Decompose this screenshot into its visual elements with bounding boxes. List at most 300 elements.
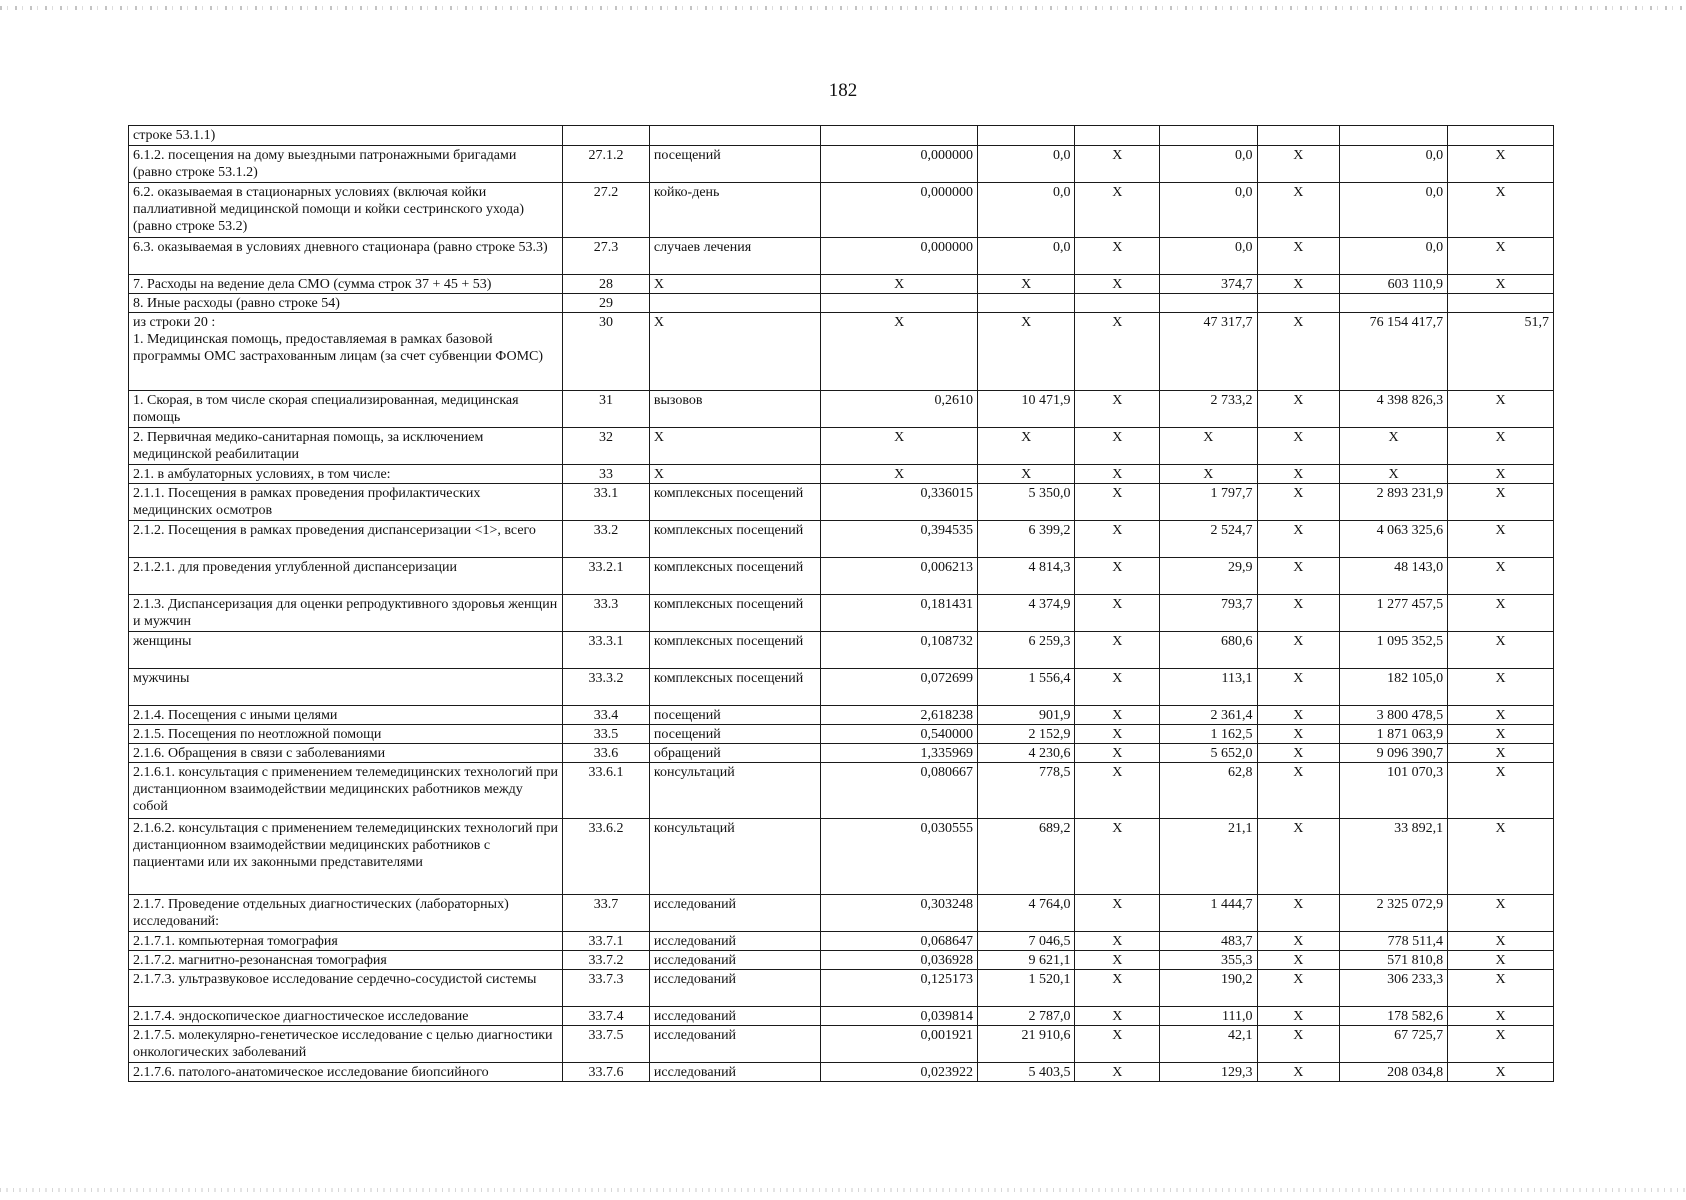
row-unit: комплексных посещений [649,484,821,521]
row-col8: X [1257,763,1340,819]
row-norm [821,294,978,313]
row-col8 [1257,294,1340,313]
row-share: X [1448,484,1554,521]
row-per-capita: 0,0 [1160,183,1257,238]
row-col6: X [1075,763,1160,819]
row-name: 2.1.5. Посещения по неотложной помощи [129,725,563,744]
row-code: 33.7.1 [563,932,650,951]
row-share: X [1448,391,1554,428]
row-col6: X [1075,391,1160,428]
row-code: 33.1 [563,484,650,521]
row-norm: 0,540000 [821,725,978,744]
row-col6: X [1075,970,1160,1007]
row-per-capita: 5 652,0 [1160,744,1257,763]
row-cost: 1 520,1 [978,970,1075,1007]
table-row [129,146,1554,183]
row-share: 51,7 [1448,313,1554,391]
row-share: X [1448,146,1554,183]
table-row [129,558,1554,595]
row-share: X [1448,932,1554,951]
row-cost: X [978,428,1075,465]
table-row [129,484,1554,521]
row-total: 778 511,4 [1340,932,1448,951]
row-norm: 0,023922 [821,1063,978,1082]
row-unit: комплексных посещений [649,558,821,595]
row-share: X [1448,744,1554,763]
row-cost: X [978,275,1075,294]
row-name: строке 53.1.1) [129,126,563,146]
row-col6: X [1075,1026,1160,1063]
row-unit: обращений [649,744,821,763]
row-share: X [1448,595,1554,632]
row-col8: X [1257,146,1340,183]
row-cost: 4 374,9 [978,595,1075,632]
row-name: 8. Иные расходы (равно строке 54) [129,294,563,313]
row-unit: койко-день [649,183,821,238]
table-row [129,1063,1554,1082]
table-row [129,313,1554,391]
row-col6: X [1075,313,1160,391]
row-cost: 4 230,6 [978,744,1075,763]
row-total: 3 800 478,5 [1340,706,1448,725]
row-code: 27.1.2 [563,146,650,183]
row-code: 33.6.2 [563,819,650,895]
row-unit: консультаций [649,819,821,895]
row-per-capita: 47 317,7 [1160,313,1257,391]
row-total: 1 871 063,9 [1340,725,1448,744]
row-share: X [1448,632,1554,669]
table-row [129,669,1554,706]
row-cost: 21 910,6 [978,1026,1075,1063]
row-unit: комплексных посещений [649,632,821,669]
table-row [129,951,1554,970]
row-code: 33.6.1 [563,763,650,819]
row-cost: 778,5 [978,763,1075,819]
row-per-capita: 190,2 [1160,970,1257,1007]
row-share: X [1448,183,1554,238]
row-unit: посещений [649,725,821,744]
row-per-capita [1160,294,1257,313]
row-col8: X [1257,484,1340,521]
row-col6: X [1075,819,1160,895]
data-table [128,125,1554,1082]
table-row [129,521,1554,558]
row-cost: 6 259,3 [978,632,1075,669]
row-col6: X [1075,238,1160,275]
table-row [129,294,1554,313]
row-cost: 9 621,1 [978,951,1075,970]
row-per-capita: 680,6 [1160,632,1257,669]
row-unit: исследований [649,951,821,970]
row-name: 7. Расходы на ведение дела СМО (сумма строк 37 + 45 + 53) [129,275,563,294]
row-per-capita: 0,0 [1160,238,1257,275]
row-col6: X [1075,146,1160,183]
row-col8: X [1257,895,1340,932]
row-unit [649,126,821,146]
row-col8: X [1257,1026,1340,1063]
row-norm: 0,000000 [821,146,978,183]
row-per-capita: X [1160,428,1257,465]
table-row [129,744,1554,763]
row-total: 0,0 [1340,146,1448,183]
table-row [129,932,1554,951]
row-per-capita [1160,126,1257,146]
row-share: X [1448,1063,1554,1082]
row-per-capita: 374,7 [1160,275,1257,294]
row-share: X [1448,275,1554,294]
row-norm: X [821,313,978,391]
table-row [129,895,1554,932]
row-col8: X [1257,819,1340,895]
row-total: 2 325 072,9 [1340,895,1448,932]
row-share: X [1448,763,1554,819]
row-cost: 6 399,2 [978,521,1075,558]
row-name: 2.1. в амбулаторных условиях, в том числе: [129,465,563,484]
row-per-capita: 111,0 [1160,1007,1257,1026]
row-share: X [1448,725,1554,744]
row-share [1448,294,1554,313]
row-total: 603 110,9 [1340,275,1448,294]
row-col8: X [1257,951,1340,970]
row-col8: X [1257,725,1340,744]
row-cost: 2 787,0 [978,1007,1075,1026]
row-share: X [1448,895,1554,932]
row-name: из строки 20 : 1. Медицинская помощь, предоставляемая в рамках базовой программы ОМС застрахованным лицам (за счет субвенции ФОМС) [129,313,563,391]
row-code: 33.7.2 [563,951,650,970]
row-col8: X [1257,632,1340,669]
row-col8: X [1257,238,1340,275]
table-row [129,275,1554,294]
row-cost: X [978,313,1075,391]
row-share: X [1448,465,1554,484]
row-total: 0,0 [1340,238,1448,275]
row-col6: X [1075,725,1160,744]
row-code: 31 [563,391,650,428]
row-norm [821,126,978,146]
row-norm: X [821,275,978,294]
row-per-capita: 21,1 [1160,819,1257,895]
row-col8: X [1257,1063,1340,1082]
row-per-capita: 793,7 [1160,595,1257,632]
row-code: 33.7.3 [563,970,650,1007]
row-total: 101 070,3 [1340,763,1448,819]
row-norm: 0,030555 [821,819,978,895]
row-code: 33.6 [563,744,650,763]
row-unit: исследований [649,895,821,932]
row-code: 33.7 [563,895,650,932]
row-per-capita: 113,1 [1160,669,1257,706]
row-cost: 5 350,0 [978,484,1075,521]
row-col8: X [1257,183,1340,238]
row-col6: X [1075,951,1160,970]
row-total [1340,294,1448,313]
row-share: X [1448,1026,1554,1063]
row-per-capita: 2 361,4 [1160,706,1257,725]
row-col8: X [1257,932,1340,951]
row-cost [978,294,1075,313]
row-unit: исследований [649,970,821,1007]
row-total: 1 277 457,5 [1340,595,1448,632]
row-norm: 0,000000 [821,238,978,275]
row-total: 178 582,6 [1340,1007,1448,1026]
row-total [1340,126,1448,146]
row-code: 33.7.4 [563,1007,650,1026]
row-total: 33 892,1 [1340,819,1448,895]
row-name: 2.1.1. Посещения в рамках проведения профилактических медицинских осмотров [129,484,563,521]
row-code: 33.5 [563,725,650,744]
row-per-capita: 29,9 [1160,558,1257,595]
row-name: 2.1.6. Обращения в связи с заболеваниями [129,744,563,763]
row-norm: 0,001921 [821,1026,978,1063]
row-norm: 0,036928 [821,951,978,970]
row-name: 6.1.2. посещения на дому выездными патронажными бригадами (равно строке 53.1.2) [129,146,563,183]
row-col6 [1075,294,1160,313]
row-col8: X [1257,970,1340,1007]
row-code: 27.2 [563,183,650,238]
table-row [129,632,1554,669]
row-unit: комплексных посещений [649,521,821,558]
row-total: 571 810,8 [1340,951,1448,970]
row-col6: X [1075,706,1160,725]
row-norm: 0,336015 [821,484,978,521]
row-code: 33.7.6 [563,1063,650,1082]
row-col8: X [1257,428,1340,465]
row-cost: 4 814,3 [978,558,1075,595]
row-name: женщины [129,632,563,669]
row-unit: комплексных посещений [649,669,821,706]
row-code: 33.4 [563,706,650,725]
table-row [129,238,1554,275]
row-col8: X [1257,391,1340,428]
row-cost [978,126,1075,146]
row-col6: X [1075,1007,1160,1026]
table-row [129,763,1554,819]
row-total: 9 096 390,7 [1340,744,1448,763]
row-cost: 0,0 [978,146,1075,183]
row-norm: 0,303248 [821,895,978,932]
row-name: 6.2. оказываемая в стационарных условиях (включая койки паллиативной медицинской помощи и койки сестринского ухода) (равно строке 53.2) [129,183,563,238]
row-unit: X [649,313,821,391]
row-name: 2.1.4. Посещения с иными целями [129,706,563,725]
row-code: 33.2.1 [563,558,650,595]
row-col6: X [1075,465,1160,484]
row-share: X [1448,521,1554,558]
row-cost: 5 403,5 [978,1063,1075,1082]
row-col6: X [1075,1063,1160,1082]
row-share: X [1448,970,1554,1007]
row-col6: X [1075,558,1160,595]
row-col8: X [1257,1007,1340,1026]
row-name: 2.1.6.2. консультация с применением телемедицинских технологий при дистанционном взаимодействии медицинских работников с пациентами или их законными представителями [129,819,563,895]
row-total: 48 143,0 [1340,558,1448,595]
row-name: 2.1.6.1. консультация с применением телемедицинских технологий при дистанционном взаимодействии медицинских работников между собой [129,763,563,819]
table-row [129,706,1554,725]
row-share: X [1448,238,1554,275]
row-name: 2.1.7.4. эндоскопическое диагностическое исследование [129,1007,563,1026]
row-name: 2.1.2.1. для проведения углубленной диспансеризации [129,558,563,595]
scan-noise-top [0,6,1686,10]
row-unit [649,294,821,313]
row-name: 2. Первичная медико-санитарная помощь, за исключением медицинской реабилитации [129,428,563,465]
row-norm: 0,039814 [821,1007,978,1026]
row-total: 1 095 352,5 [1340,632,1448,669]
row-unit: вызовов [649,391,821,428]
row-norm: 2,618238 [821,706,978,725]
row-total: 76 154 417,7 [1340,313,1448,391]
row-name: 2.1.3. Диспансеризация для оценки репродуктивного здоровья женщин и мужчин [129,595,563,632]
row-unit: исследований [649,1007,821,1026]
row-unit: комплексных посещений [649,595,821,632]
row-cost: 10 471,9 [978,391,1075,428]
scan-noise-bottom [0,1188,1686,1192]
row-total: 4 063 325,6 [1340,521,1448,558]
row-per-capita: 129,3 [1160,1063,1257,1082]
row-col6 [1075,126,1160,146]
row-norm: 0,394535 [821,521,978,558]
row-unit: консультаций [649,763,821,819]
row-name: 2.1.2. Посещения в рамках проведения диспансеризации <1>, всего [129,521,563,558]
table-row [129,126,1554,146]
row-col6: X [1075,428,1160,465]
row-share: X [1448,1007,1554,1026]
row-per-capita: 1 444,7 [1160,895,1257,932]
row-code [563,126,650,146]
row-unit: X [649,275,821,294]
row-col8: X [1257,706,1340,725]
row-cost: 1 556,4 [978,669,1075,706]
row-cost: 901,9 [978,706,1075,725]
row-unit: случаев лечения [649,238,821,275]
row-share: X [1448,819,1554,895]
row-code: 33.3.2 [563,669,650,706]
row-share: X [1448,428,1554,465]
row-col8: X [1257,275,1340,294]
row-norm: 0,006213 [821,558,978,595]
row-code: 27.3 [563,238,650,275]
row-per-capita: 1 797,7 [1160,484,1257,521]
row-col6: X [1075,669,1160,706]
row-total: 306 233,3 [1340,970,1448,1007]
row-col6: X [1075,521,1160,558]
row-share: X [1448,706,1554,725]
row-norm: 0,181431 [821,595,978,632]
row-cost: X [978,465,1075,484]
row-per-capita: 355,3 [1160,951,1257,970]
row-name: 2.1.7.5. молекулярно-генетическое исследование с целью диагностики онкологических заболеваний [129,1026,563,1063]
row-code: 28 [563,275,650,294]
row-col6: X [1075,932,1160,951]
row-per-capita: 42,1 [1160,1026,1257,1063]
row-code: 33 [563,465,650,484]
row-norm: X [821,465,978,484]
row-code: 30 [563,313,650,391]
row-col6: X [1075,275,1160,294]
row-cost: 7 046,5 [978,932,1075,951]
row-name: 6.3. оказываемая в условиях дневного стационара (равно строке 53.3) [129,238,563,275]
table-row [129,465,1554,484]
row-code: 32 [563,428,650,465]
row-code: 33.7.5 [563,1026,650,1063]
row-cost: 0,0 [978,238,1075,275]
row-name: 2.1.7. Проведение отдельных диагностических (лабораторных) исследований: [129,895,563,932]
row-norm: 0,072699 [821,669,978,706]
row-total: 208 034,8 [1340,1063,1448,1082]
row-norm: 0,000000 [821,183,978,238]
row-share [1448,126,1554,146]
row-norm: X [821,428,978,465]
row-cost: 0,0 [978,183,1075,238]
row-name: 2.1.7.6. патолого-анатомическое исследование биопсийного [129,1063,563,1082]
row-unit: X [649,428,821,465]
row-unit: исследований [649,1063,821,1082]
row-cost: 2 152,9 [978,725,1075,744]
row-col6: X [1075,595,1160,632]
table-row [129,970,1554,1007]
table-row [129,391,1554,428]
row-norm: 0,108732 [821,632,978,669]
row-share: X [1448,951,1554,970]
row-total: 0,0 [1340,183,1448,238]
row-per-capita: 2 733,2 [1160,391,1257,428]
row-per-capita: 62,8 [1160,763,1257,819]
row-total: 67 725,7 [1340,1026,1448,1063]
row-share: X [1448,669,1554,706]
row-total: 4 398 826,3 [1340,391,1448,428]
row-col6: X [1075,895,1160,932]
row-code: 33.3 [563,595,650,632]
row-col6: X [1075,744,1160,763]
row-col8: X [1257,465,1340,484]
row-col6: X [1075,632,1160,669]
row-per-capita: 2 524,7 [1160,521,1257,558]
row-col8: X [1257,595,1340,632]
row-unit: посещений [649,146,821,183]
table-row [129,725,1554,744]
row-name: 2.1.7.3. ультразвуковое исследование сердечно-сосудистой системы [129,970,563,1007]
row-col6: X [1075,183,1160,238]
row-col8: X [1257,521,1340,558]
row-col8: X [1257,313,1340,391]
row-col8: X [1257,669,1340,706]
row-cost: 689,2 [978,819,1075,895]
row-per-capita: 0,0 [1160,146,1257,183]
page-number: 182 [828,80,858,101]
row-norm: 0,125173 [821,970,978,1007]
row-per-capita: 483,7 [1160,932,1257,951]
row-code: 29 [563,294,650,313]
row-total: X [1340,428,1448,465]
table-row [129,1007,1554,1026]
table-row [129,819,1554,895]
row-per-capita: X [1160,465,1257,484]
row-share: X [1448,558,1554,595]
row-norm: 0,080667 [821,763,978,819]
row-col8 [1257,126,1340,146]
table-row [129,1026,1554,1063]
row-total: X [1340,465,1448,484]
row-unit: исследований [649,1026,821,1063]
row-col8: X [1257,744,1340,763]
row-name: мужчины [129,669,563,706]
table-row [129,595,1554,632]
table-row [129,428,1554,465]
row-col8: X [1257,558,1340,595]
row-name: 1. Скорая, в том числе скорая специализированная, медицинская помощь [129,391,563,428]
row-norm: 0,2610 [821,391,978,428]
row-name: 2.1.7.1. компьютерная томография [129,932,563,951]
row-code: 33.3.1 [563,632,650,669]
row-cost: 4 764,0 [978,895,1075,932]
